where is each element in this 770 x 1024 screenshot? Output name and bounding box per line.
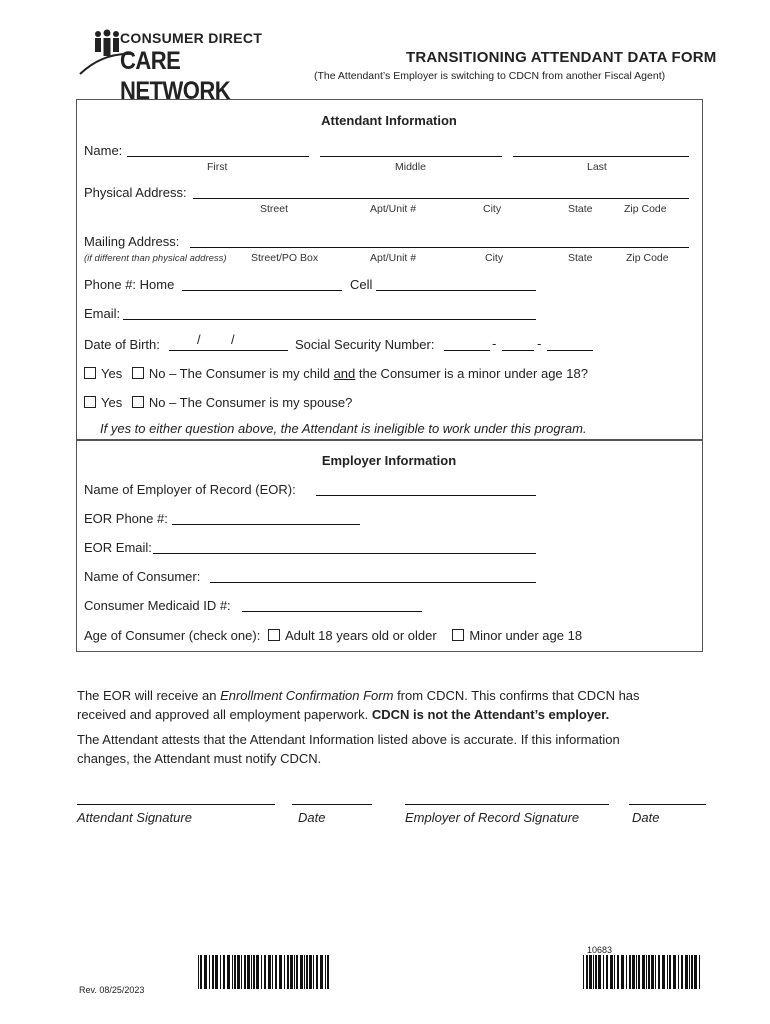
adult-checkbox[interactable] xyxy=(268,629,280,641)
dob-field[interactable] xyxy=(169,336,288,351)
barcode-bar xyxy=(275,955,277,989)
barcode-bar xyxy=(685,955,688,989)
cell-field[interactable] xyxy=(376,276,536,291)
barcode-bar xyxy=(279,955,282,989)
phone-home-label: Phone #: Home xyxy=(84,277,175,292)
barcode-bar xyxy=(598,955,601,989)
barcode-bar xyxy=(673,955,676,989)
phone-home-field[interactable] xyxy=(182,276,342,291)
dob-sep-1: / xyxy=(197,332,201,347)
logo xyxy=(78,26,263,105)
ssn-part1-field[interactable] xyxy=(444,336,490,351)
age-label: Age of Consumer (check one): xyxy=(84,628,261,643)
q1-no-text-end: the Consumer is a minor under age 18? xyxy=(355,366,588,381)
barcode-bar xyxy=(583,955,584,989)
mailing-city-caption: City xyxy=(485,252,504,264)
dob-label: Date of Birth: xyxy=(84,337,160,352)
barcode-bar xyxy=(272,955,273,989)
barcode-bar xyxy=(642,955,645,989)
physical-address-label: Physical Address: xyxy=(84,185,187,200)
barcode-bar xyxy=(689,955,690,989)
p2-text-b: changes, the Attendant must notify CDCN. xyxy=(77,751,322,766)
eor-email-label: EOR Email: xyxy=(84,540,152,555)
barcode-bar xyxy=(638,955,640,989)
q2-no-checkbox[interactable] xyxy=(132,396,144,408)
eor-email-field[interactable] xyxy=(153,539,536,554)
mailing-street-caption: Street/PO Box xyxy=(251,252,319,264)
barcode-left xyxy=(198,955,332,989)
eor-phone-field[interactable] xyxy=(172,510,360,525)
barcode-bar xyxy=(264,955,266,989)
barcode-bar xyxy=(234,955,236,989)
ssn-label: Social Security Number: xyxy=(295,337,435,352)
cell-label: Cell xyxy=(350,277,373,292)
barcode-bar xyxy=(247,955,250,989)
barcode-bar xyxy=(694,955,697,989)
mailing-zip-caption: Zip Code xyxy=(626,252,669,264)
ssn-part3-field[interactable] xyxy=(547,336,593,351)
medicaid-id-field[interactable] xyxy=(242,597,422,612)
barcode-bar xyxy=(215,955,218,989)
barcode-bar xyxy=(632,955,635,989)
barcode-bar xyxy=(232,955,233,989)
question-child-minor xyxy=(84,366,588,381)
minor-option-label: Minor under age 18 xyxy=(469,628,583,643)
barcode-bar xyxy=(294,955,295,989)
barcode-bar xyxy=(589,955,592,989)
barcode-bar xyxy=(313,955,314,989)
barcode-bar xyxy=(681,955,683,989)
mailing-apt-caption: Apt/Unit # xyxy=(370,252,417,264)
attendant-signature-line[interactable] xyxy=(77,804,275,805)
employer-signature-line[interactable] xyxy=(405,804,609,805)
barcode-bar xyxy=(306,955,308,989)
eor-phone-label: EOR Phone #: xyxy=(84,511,168,526)
barcode-bar xyxy=(316,955,318,989)
confirmation-paragraph xyxy=(77,686,717,724)
form-number: 10683 xyxy=(587,945,613,955)
barcode-right xyxy=(583,955,701,989)
physical-address-field[interactable] xyxy=(193,184,689,199)
barcode-bar xyxy=(327,955,329,989)
date2-line[interactable] xyxy=(629,804,706,805)
dob-sep-2: / xyxy=(231,332,235,347)
ineligible-note: If yes to either question above, the Attendant is ineligible to work under this program. xyxy=(100,421,587,436)
last-name-field[interactable] xyxy=(513,142,689,157)
barcode-bar xyxy=(241,955,242,989)
barcode-bar xyxy=(200,955,202,989)
barcode-bar xyxy=(636,955,637,989)
eor-name-label: Name of Employer of Record (EOR): xyxy=(84,482,296,497)
street-caption: Street xyxy=(260,203,289,215)
zip-caption: Zip Code xyxy=(624,203,667,215)
q1-and: and xyxy=(333,366,356,381)
barcode-bar xyxy=(658,955,660,989)
barcode-bar xyxy=(603,955,604,989)
barcode-bar xyxy=(662,955,665,989)
form-title: TRANSITIONING ATTENDANT DATA FORM xyxy=(406,49,717,66)
date1-caption: Date xyxy=(298,810,326,825)
barcode-bar xyxy=(629,955,631,989)
barcode-bar xyxy=(617,955,619,989)
p1-text-c: from CDCN. This confirms that CDCN has xyxy=(393,688,640,703)
barcode-bar xyxy=(320,955,323,989)
barcode-bar xyxy=(198,955,199,989)
q2-yes-checkbox[interactable] xyxy=(84,396,96,408)
logo-line2: CARE NETWORK xyxy=(120,46,231,105)
barcode-bar xyxy=(610,955,613,989)
date1-line[interactable] xyxy=(292,804,372,805)
middle-caption: Middle xyxy=(395,161,426,173)
email-field[interactable] xyxy=(123,305,536,320)
attendant-heading: Attendant Information xyxy=(321,113,457,128)
ssn-sep-2: - xyxy=(537,336,542,351)
barcode-bar xyxy=(296,955,298,989)
barcode-bar xyxy=(614,955,615,989)
barcode-bar xyxy=(261,955,262,989)
barcode-bar xyxy=(667,955,668,989)
q1-no-checkbox[interactable] xyxy=(132,367,144,379)
barcode-bar xyxy=(325,955,326,989)
state-caption: State xyxy=(568,203,593,215)
barcode-bar xyxy=(253,955,255,989)
barcode-bar xyxy=(227,955,230,989)
form-subtitle: (The Attendant’s Employer is switching to CDCN from another Fiscal Agent) xyxy=(314,70,666,82)
barcode-bar xyxy=(256,955,259,989)
q1-no-text: No – The Consumer is my child xyxy=(148,366,334,381)
barcode-bar xyxy=(212,955,214,989)
barcode-bar xyxy=(669,955,671,989)
p1-text-d: received and approved all employment paperwork. xyxy=(77,707,372,722)
name-label: Name: xyxy=(84,143,123,158)
logo-line1: CONSUMER DIRECT xyxy=(120,30,263,46)
first-name-field[interactable] xyxy=(127,142,309,157)
barcode-bar xyxy=(651,955,654,989)
barcode-bar xyxy=(595,955,597,989)
barcode-bar xyxy=(626,955,627,989)
consumer-name-label: Name of Consumer: xyxy=(84,569,201,584)
barcode-bar xyxy=(309,955,312,989)
barcode-bar xyxy=(290,955,293,989)
employer-heading: Employer Information xyxy=(321,453,457,468)
middle-name-field[interactable] xyxy=(320,142,502,157)
p1-text-a: The EOR will receive an xyxy=(77,688,221,703)
mailing-address-field[interactable] xyxy=(190,233,689,248)
barcode-bar xyxy=(300,955,303,989)
age-of-consumer xyxy=(84,628,582,643)
barcode-bar xyxy=(648,955,650,989)
last-caption: Last xyxy=(587,161,607,173)
consumer-name-field[interactable] xyxy=(210,568,536,583)
ssn-part2-field[interactable] xyxy=(502,336,534,351)
p1-not-employer: CDCN is not the Attendant’s employer. xyxy=(371,707,610,722)
q1-yes-label: Yes xyxy=(101,366,123,381)
email-label: Email: xyxy=(84,306,121,321)
eor-name-field[interactable] xyxy=(316,481,536,496)
city-caption: City xyxy=(483,203,502,215)
employer-signature-caption: Employer of Record Signature xyxy=(405,810,580,825)
first-caption: First xyxy=(207,161,228,173)
medicaid-id-label: Consumer Medicaid ID #: xyxy=(84,598,231,613)
attendant-signature-caption: Attendant Signature xyxy=(77,810,192,825)
apt-caption: Apt/Unit # xyxy=(370,203,417,215)
barcode-bar xyxy=(220,955,221,989)
q2-no-text: No – The Consumer is my spouse? xyxy=(148,395,353,410)
barcode-bar xyxy=(621,955,624,989)
barcode-bar xyxy=(678,955,679,989)
barcode-bar xyxy=(251,955,252,989)
barcode-bar xyxy=(287,955,289,989)
mailing-state-caption: State xyxy=(568,252,593,264)
q2-yes-label: Yes xyxy=(101,395,123,410)
barcode-bar xyxy=(304,955,305,989)
barcode-bar xyxy=(655,955,656,989)
attestation-paragraph xyxy=(77,730,717,768)
p2-text-a: The Attendant attests that the Attendant Information listed above is accurate. If this information xyxy=(77,732,620,747)
barcode-bar xyxy=(237,955,240,989)
q1-yes-checkbox[interactable] xyxy=(84,367,96,379)
barcode-bar xyxy=(244,955,246,989)
barcode-bar xyxy=(593,955,594,989)
barcode-bar xyxy=(606,955,608,989)
barcode-bar xyxy=(223,955,225,989)
barcode-bar xyxy=(646,955,647,989)
question-spouse xyxy=(84,395,352,410)
barcode-bar xyxy=(204,955,207,989)
mailing-address-label: Mailing Address: xyxy=(84,234,180,249)
adult-option-label: Adult 18 years old or older xyxy=(284,628,437,643)
barcode-bar xyxy=(586,955,588,989)
barcode-bar xyxy=(284,955,285,989)
minor-checkbox[interactable] xyxy=(452,629,464,641)
ssn-sep-1: - xyxy=(492,336,497,351)
barcode-bar xyxy=(209,955,210,989)
mailing-note: (if different than physical address) xyxy=(84,253,227,264)
barcode-bar xyxy=(699,955,700,989)
barcode-bar xyxy=(691,955,693,989)
date2-caption: Date xyxy=(632,810,660,825)
revision-date: Rev. 08/25/2023 xyxy=(79,985,145,995)
barcode-bar xyxy=(268,955,271,989)
p1-form-name: Enrollment Confirmation Form xyxy=(220,688,394,703)
